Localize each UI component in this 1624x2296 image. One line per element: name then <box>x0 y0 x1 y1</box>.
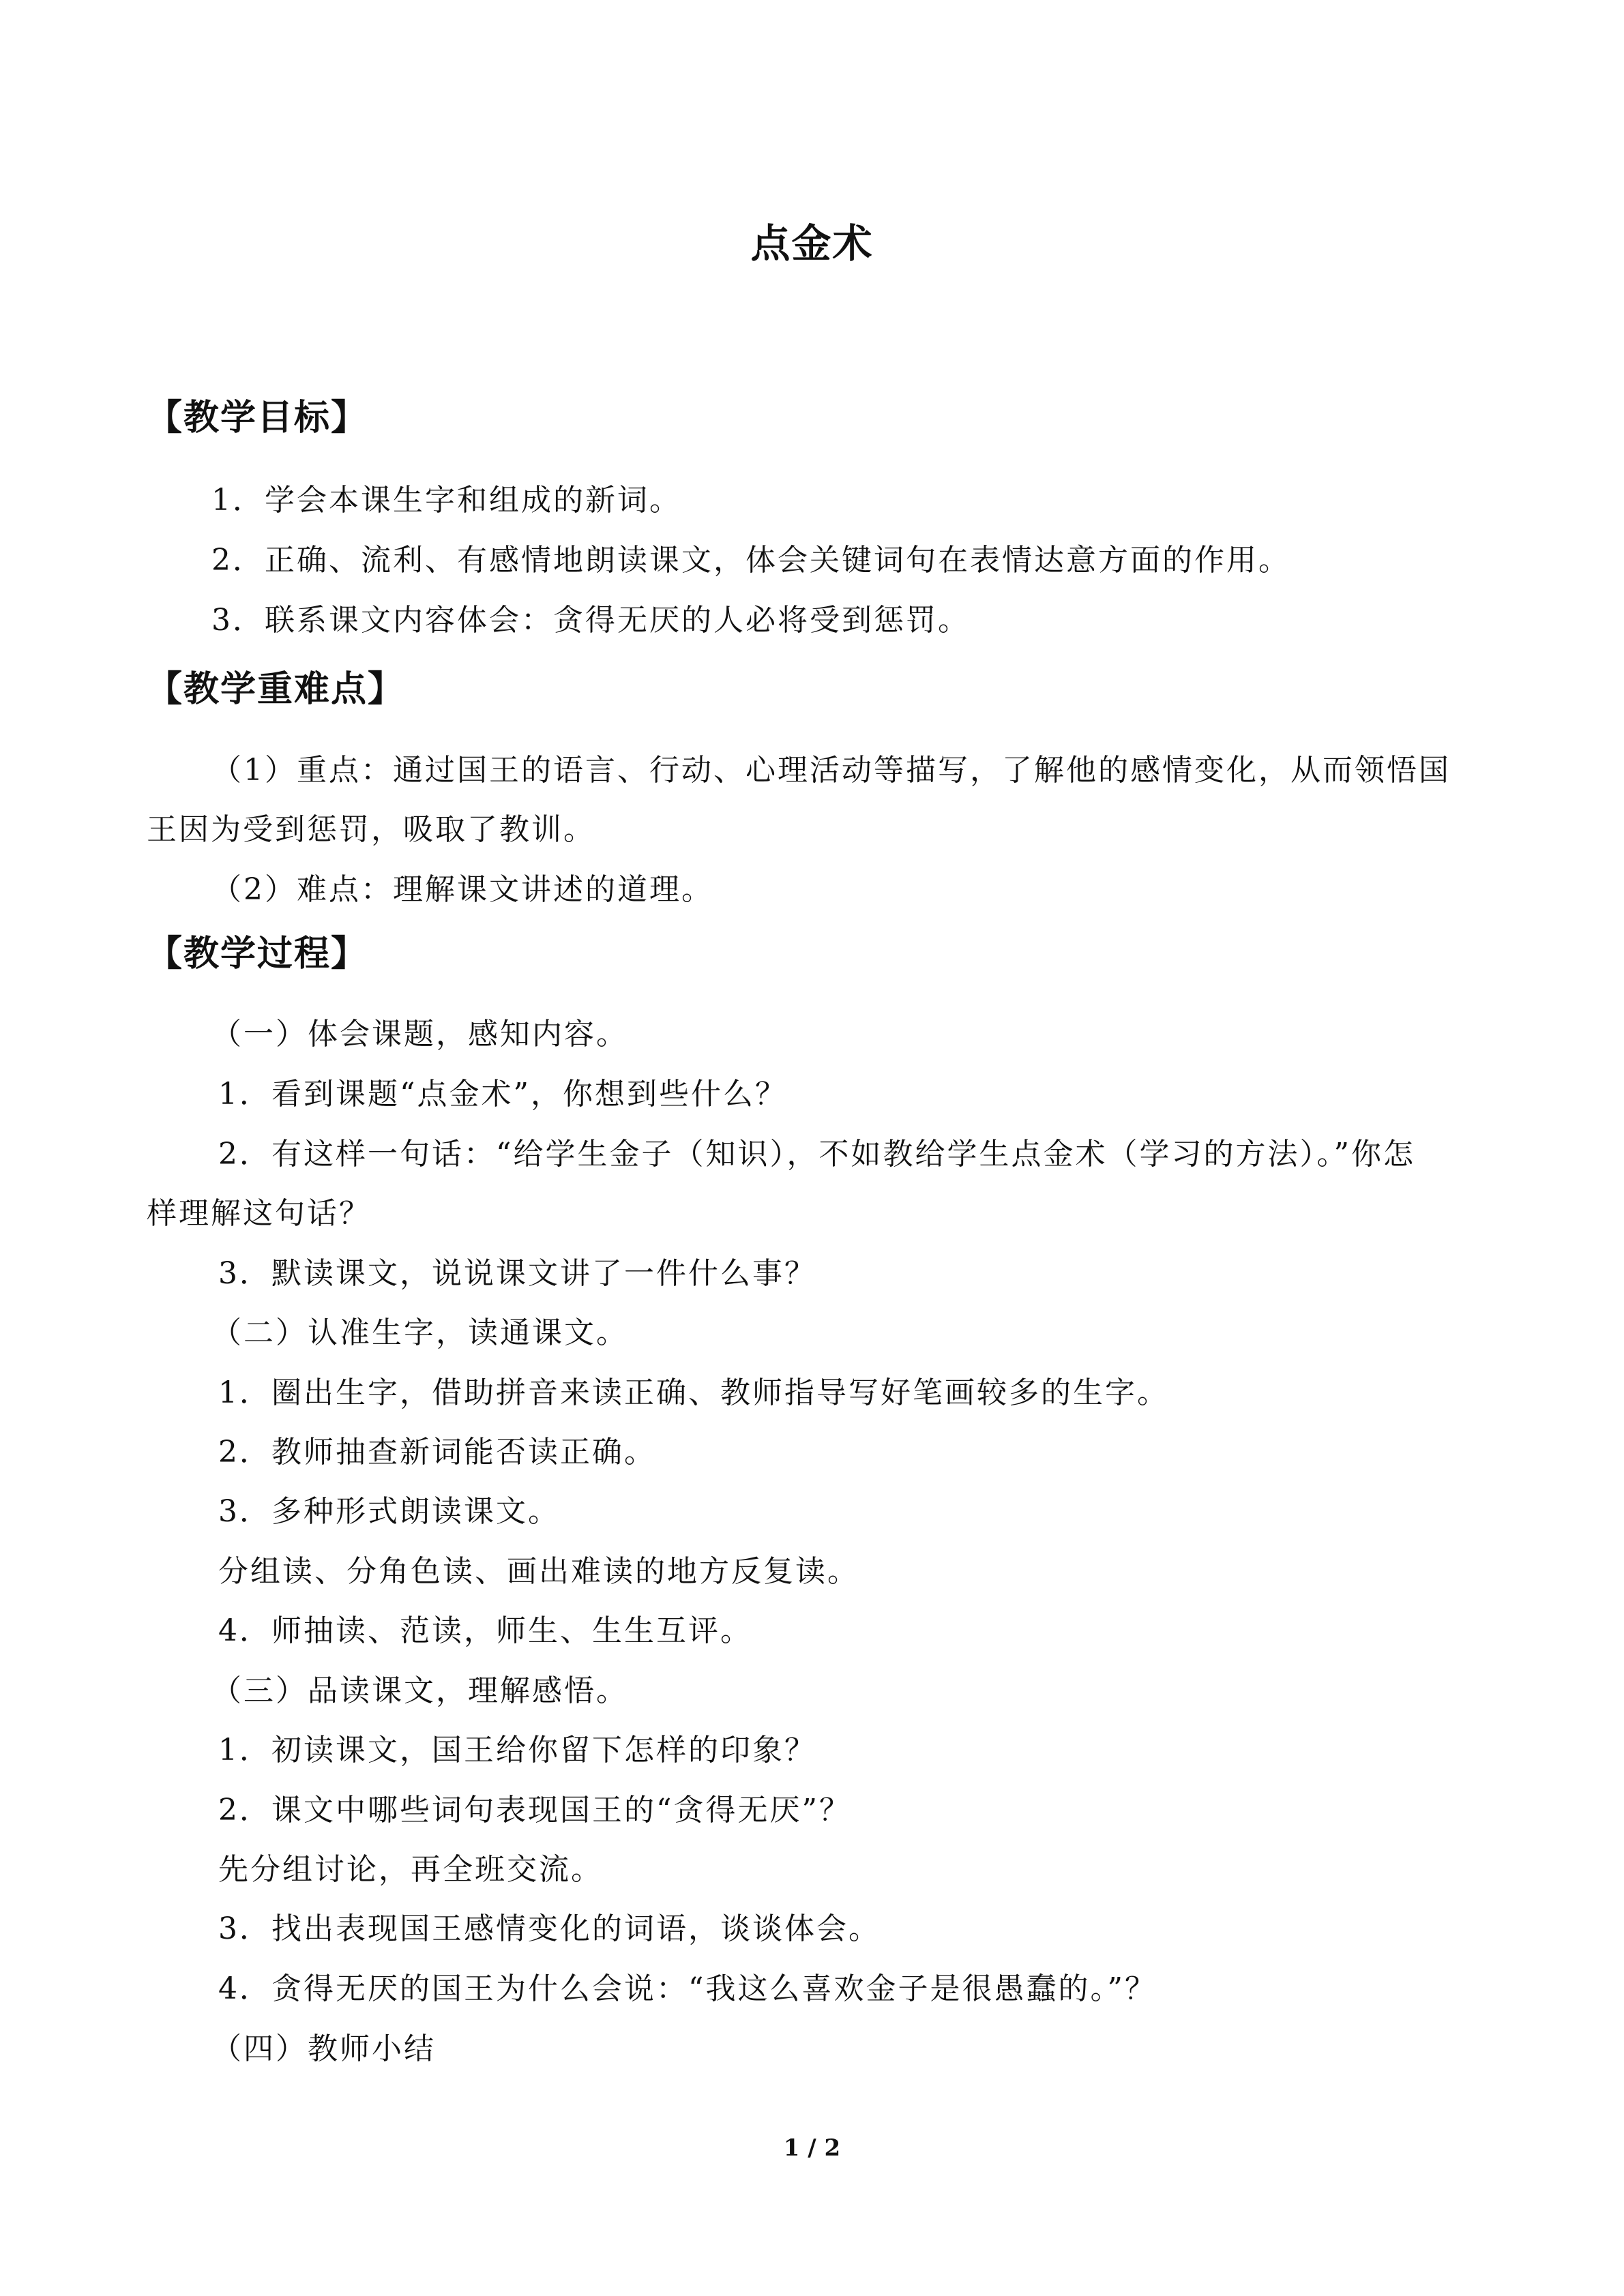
goal-line-2: 2．正确、流利、有感情地朗读课文，体会关键词句在表情达意方面的作用。 <box>211 543 1290 578</box>
process-line: 先分组讨论，再全班交流。 <box>218 1852 603 1887</box>
page-title: 点金术 <box>750 220 874 267</box>
section-heading-key-points: 【教学重难点】 <box>147 668 405 710</box>
process-line: （四）教师小结 <box>211 2031 436 2066</box>
process-line: 1．看到课题“点金术”，你想到些什么？ <box>218 1077 787 1112</box>
process-line: 2．有这样一句话：“给学生金子（知识），不如教给学生点金术（学习的方法）。”你怎 <box>218 1137 1415 1172</box>
goal-line-1: 1．学会本课生字和组成的新词。 <box>211 483 681 518</box>
process-line: （一）体会课题，感知内容。 <box>211 1017 628 1052</box>
page-number: 1 / 2 <box>783 2134 841 2162</box>
process-line: （二）认准生字，读通课文。 <box>211 1315 628 1350</box>
section-heading-process: 【教学过程】 <box>147 933 368 974</box>
key-point-line-2: （2）难点：理解课文讲述的道理。 <box>211 872 713 907</box>
goal-line-3: 3．联系课文内容体会：贪得无厌的人必将受到惩罚。 <box>211 603 970 638</box>
process-line: 4．师抽读、范读，师生、生生互评。 <box>218 1613 752 1648</box>
process-line: 1．初读课文，国王给你留下怎样的印象？ <box>218 1733 816 1768</box>
process-line: 4．贪得无厌的国王为什么会说：“我这么喜欢金子是很愚蠢的。”？ <box>218 1971 1157 2006</box>
process-line: 3．多种形式朗读课文。 <box>218 1494 560 1529</box>
process-line: 2．教师抽查新词能否读正确。 <box>218 1435 656 1470</box>
process-line: 3．默读课文，说说课文讲了一件什么事？ <box>218 1256 816 1291</box>
process-line: 1．圈出生字，借助拼音来读正确、教师指导写好笔画较多的生字。 <box>218 1375 1169 1410</box>
process-line: （三）品读课文，理解感悟。 <box>211 1673 628 1708</box>
process-line: 样理解这句话？ <box>147 1196 371 1231</box>
process-line: 分组读、分角色读、画出难读的地方反复读。 <box>218 1554 859 1589</box>
process-line: 3．找出表现国王感情变化的词语，谈谈体会。 <box>218 1911 881 1946</box>
section-heading-goals: 【教学目标】 <box>147 397 368 438</box>
key-point-line-1-cont: 王因为受到惩罚，吸取了教训。 <box>147 812 595 847</box>
key-point-line-1: （1）重点：通过国王的语言、行动、心理活动等描写，了解他的感情变化，从而领悟国 <box>211 753 1451 788</box>
process-line: 2．课文中哪些词句表现国王的“贪得无厌”？ <box>218 1793 851 1828</box>
